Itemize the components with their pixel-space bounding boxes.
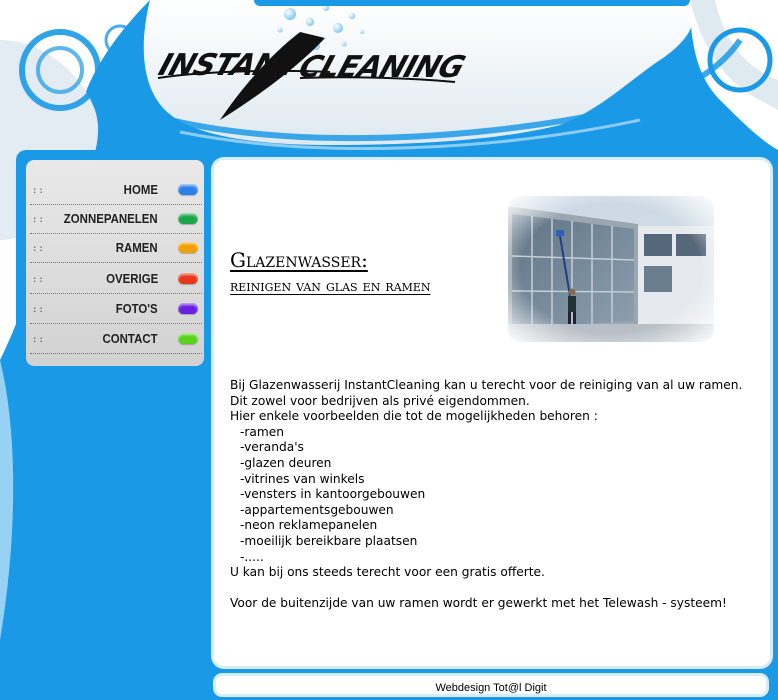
logo[interactable] <box>150 20 480 130</box>
window-cleaner-photo <box>508 196 714 342</box>
menu-bullet-icon: :: <box>32 305 45 315</box>
menu-item-zonnepanelen[interactable] <box>30 205 202 234</box>
green-pill-icon <box>178 213 198 224</box>
content-body <box>230 378 760 612</box>
building-photo-icon <box>508 196 714 342</box>
list-item: -vitrines van winkels <box>240 471 365 486</box>
menu-item-contact[interactable] <box>30 325 202 354</box>
list-item: -neon reklamepanelen <box>240 518 378 533</box>
logo-word-instant: INSTANT <box>154 48 304 83</box>
menu-label: CONTACT <box>102 331 158 346</box>
purple-pill-icon <box>178 303 198 314</box>
lime-pill-icon <box>178 333 198 344</box>
menu-label: RAMEN <box>116 240 158 255</box>
footer <box>216 676 766 694</box>
page-title: Glazenwasser: <box>230 248 368 272</box>
menu-bullet-icon: :: <box>32 244 45 254</box>
menu-bullet-icon: :: <box>32 186 45 196</box>
menu-label: HOME <box>123 182 158 197</box>
menu-bullet-icon: :: <box>32 275 45 285</box>
menu-item-overige[interactable] <box>30 265 202 294</box>
menu-item-home[interactable] <box>30 176 202 205</box>
list-item: -vensters in kantoorgebouwen <box>240 487 426 502</box>
list-item: -ramen <box>240 424 284 439</box>
menu-label: FOTO'S <box>116 301 158 316</box>
page-subtitle: reinigen van glas en ramen <box>230 276 431 295</box>
list-item: -moeilijk bereikbare plaatsen <box>240 533 418 548</box>
list-item: -veranda's <box>240 440 304 455</box>
intro-line: Dit zowel voor bedrijven als privé eigendommen. <box>230 393 530 408</box>
orange-pill-icon <box>178 242 198 253</box>
menu-item-ramen[interactable] <box>30 234 202 263</box>
list-item: -glazen deuren <box>240 455 332 470</box>
menu-bullet-icon: :: <box>32 335 45 345</box>
spacer <box>230 581 760 597</box>
red-pill-icon <box>178 273 198 284</box>
logo-word-cleaning: CLEANING <box>294 50 469 85</box>
intro-line: Hier enkele voorbeelden die tot de mogelijkheden behoren : <box>230 409 598 424</box>
menu-label: ZONNEPANELEN <box>64 211 158 226</box>
footer-credit-link[interactable]: Webdesign Tot@l Digit <box>435 682 547 694</box>
offer-line: U kan bij ons steeds terecht voor een gratis offerte. <box>230 565 545 580</box>
intro-line: Bij Glazenwasserij InstantCleaning kan u terecht voor de reiniging van al uw ramen. <box>230 378 743 392</box>
list-item: -..... <box>240 549 264 564</box>
closing-line: Voor de buitenzijde van uw ramen wordt er gewerkt met het Telewash - systeem! <box>230 596 727 611</box>
menu-item-fotos[interactable] <box>30 295 202 324</box>
menu-bullet-icon: :: <box>32 215 45 225</box>
list-item: -appartementsgebouwen <box>240 502 394 517</box>
menu-label: OVERIGE <box>105 271 158 286</box>
top-bar <box>254 0 690 6</box>
blue-pill-icon <box>178 184 198 195</box>
